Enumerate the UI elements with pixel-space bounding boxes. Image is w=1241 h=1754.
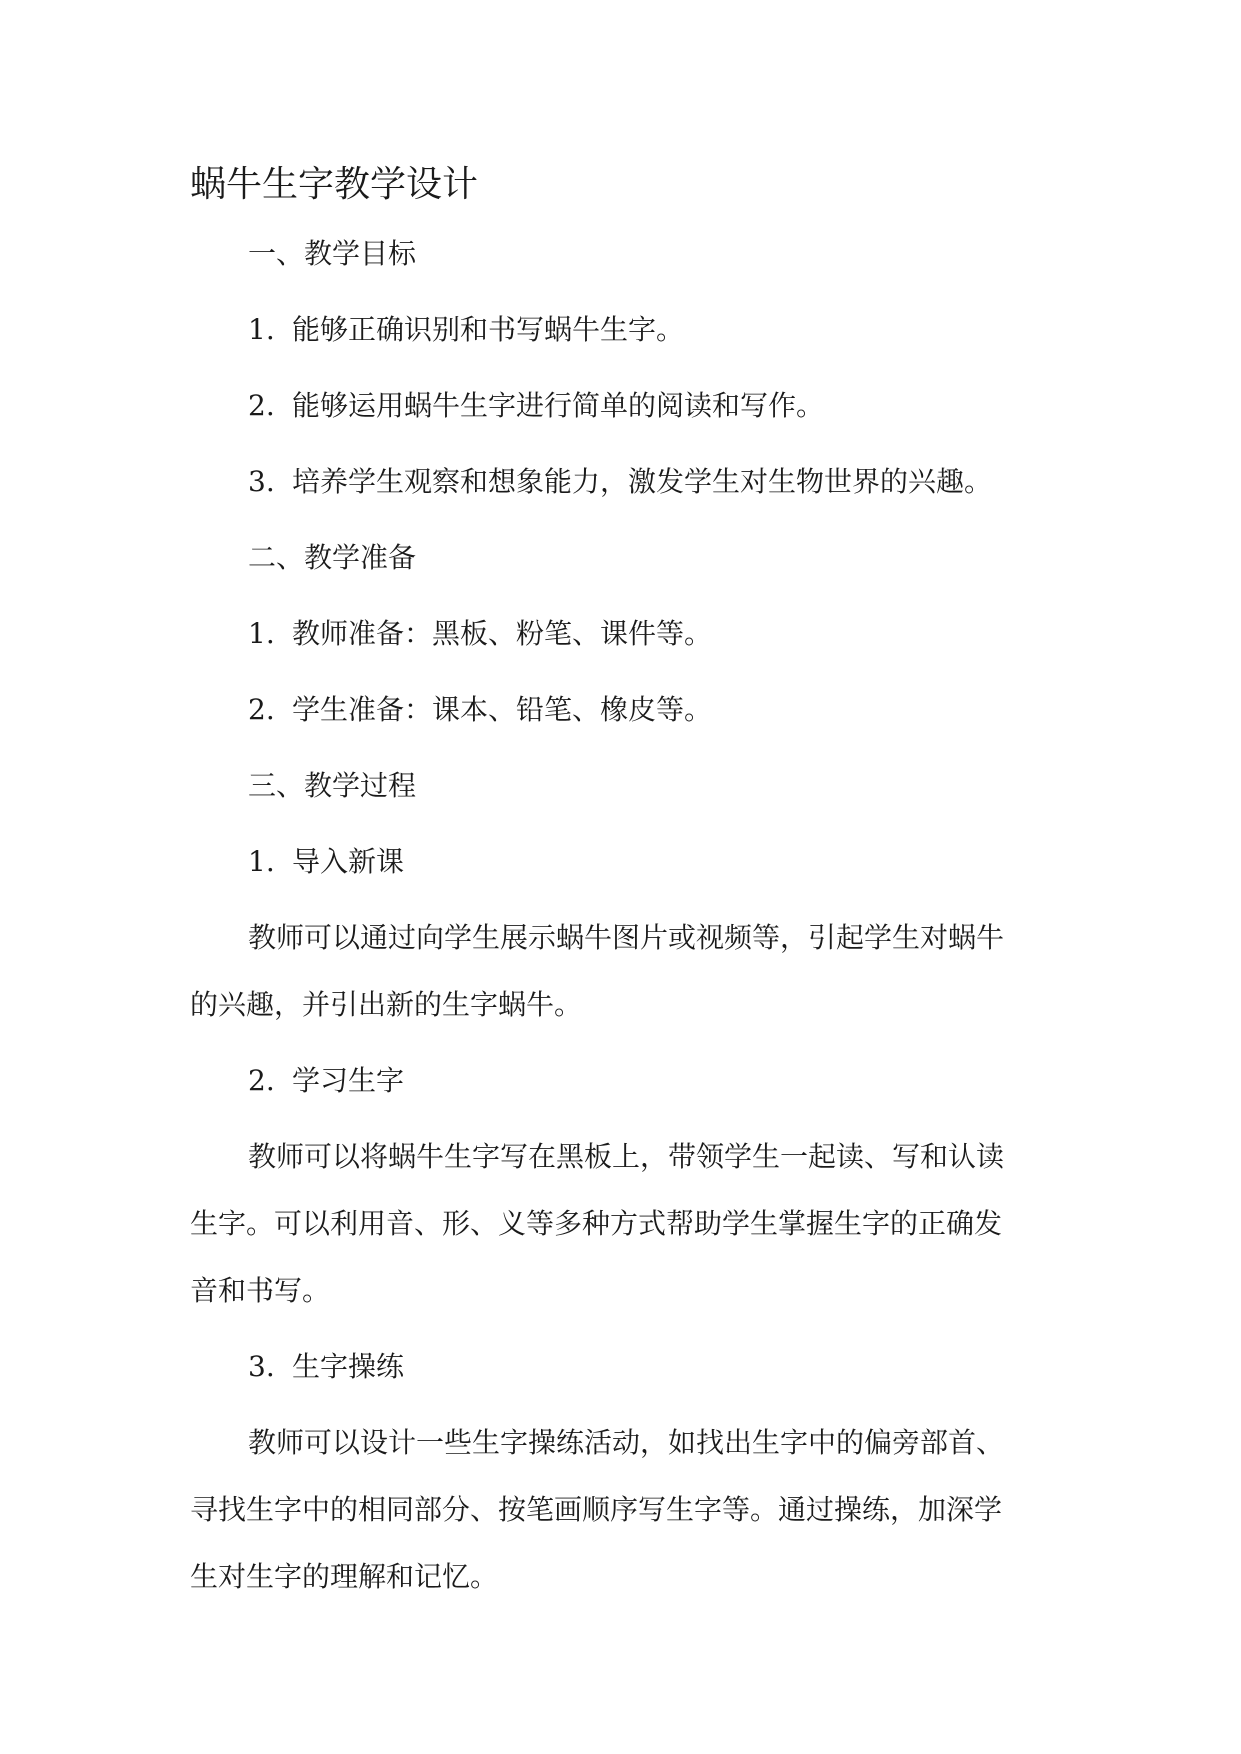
section-heading-preparation: 二、教学准备 bbox=[248, 541, 417, 574]
item-number: 2. bbox=[248, 389, 275, 422]
objective-item bbox=[248, 386, 824, 426]
item-text: 能够正确识别和书写蜗牛生字。 bbox=[292, 313, 685, 346]
objective-item bbox=[248, 310, 684, 350]
paragraph-line: 教师可以设计一些生字操练活动，如找出生字中的偏旁部首、 bbox=[248, 1426, 1005, 1459]
objective-item bbox=[248, 462, 992, 502]
step-title-text: 学习生字 bbox=[292, 1064, 405, 1097]
item-number: 1. bbox=[248, 313, 275, 346]
item-number: 3. bbox=[248, 465, 275, 498]
paragraph-line: 生对生字的理解和记忆。 bbox=[190, 1560, 499, 1593]
item-text: 教师准备：黑板、粉笔、课件等。 bbox=[292, 617, 713, 650]
paragraph-line: 教师可以将蜗牛生字写在黑板上，带领学生一起读、写和认读 bbox=[248, 1140, 1005, 1173]
step-number: 3. bbox=[248, 1350, 275, 1383]
paragraph-line: 教师可以通过向学生展示蜗牛图片或视频等，引起学生对蜗牛 bbox=[248, 921, 1005, 954]
item-number: 2. bbox=[248, 693, 275, 726]
paragraph-line: 的兴趣，并引出新的生字蜗牛。 bbox=[190, 988, 583, 1021]
section-heading-process: 三、教学过程 bbox=[248, 769, 417, 802]
document-title: 蜗牛生字教学设计 bbox=[190, 164, 479, 205]
step-number: 1. bbox=[248, 845, 275, 878]
preparation-item bbox=[248, 614, 712, 654]
step-title-text: 导入新课 bbox=[292, 845, 405, 878]
section-heading-objectives: 一、教学目标 bbox=[248, 237, 417, 270]
paragraph-line: 寻找生字中的相同部分、按笔画顺序写生字等。通过操练，加深学 bbox=[190, 1493, 1003, 1526]
preparation-item bbox=[248, 690, 712, 730]
step-title bbox=[248, 842, 404, 882]
step-title bbox=[248, 1061, 404, 1101]
paragraph-line: 生字。可以利用音、形、义等多种方式帮助学生掌握生字的正确发 bbox=[190, 1207, 1003, 1240]
item-text: 能够运用蜗牛生字进行简单的阅读和写作。 bbox=[292, 389, 825, 422]
step-title-text: 生字操练 bbox=[292, 1350, 405, 1383]
paragraph-line: 音和书写。 bbox=[190, 1274, 331, 1307]
step-number: 2. bbox=[248, 1064, 275, 1097]
item-text: 培养学生观察和想象能力，激发学生对生物世界的兴趣。 bbox=[292, 465, 993, 498]
item-text: 学生准备：课本、铅笔、橡皮等。 bbox=[292, 693, 713, 726]
step-title bbox=[248, 1347, 404, 1387]
item-number: 1. bbox=[248, 617, 275, 650]
